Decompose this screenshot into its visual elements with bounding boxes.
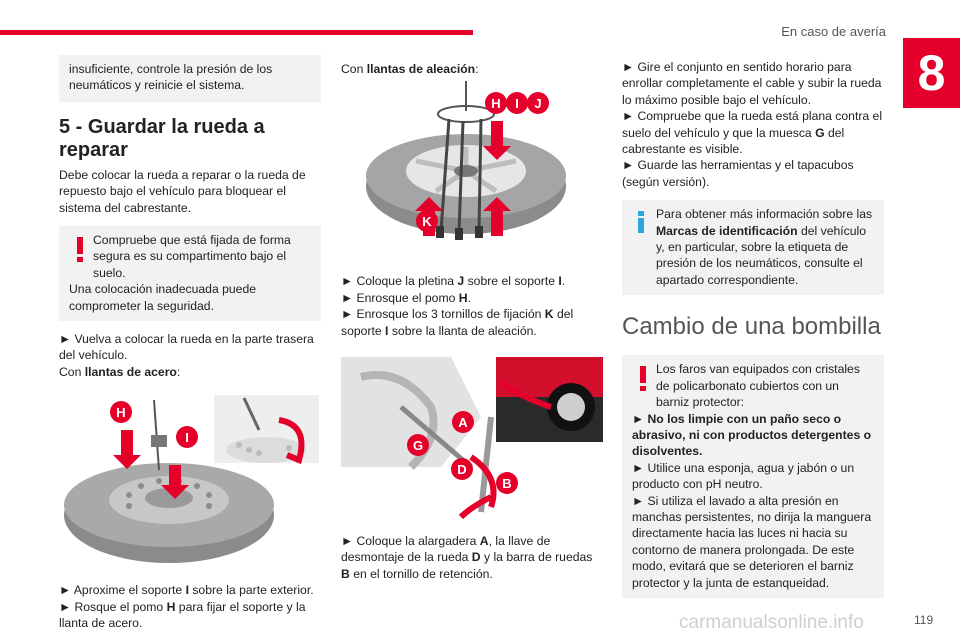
page-number: 119 [914,613,934,627]
step-check [622,108,884,157]
continuation-text: insuficiente, controle la presión de los neumáticos y reinicie el sistema. [69,62,273,93]
step-turn [622,59,884,108]
warning-box-headlights [622,355,884,598]
warning-step-sponge [632,460,874,493]
s1-b2: I [558,274,562,289]
alloy-wheel-illustration [341,81,603,251]
step-plate [341,273,603,289]
s4-b1: A [479,534,489,549]
info-icon [632,210,652,234]
step-screw [59,599,321,632]
step-b-pre: Rosque el pomo [74,599,167,614]
label-J: J [534,96,542,112]
s2-b: G [815,125,825,140]
s1-b1: J [457,274,465,289]
label-I: I [515,96,519,112]
intro-text: Debe colocar la rueda a reparar o la rueda de repuesto bajo el vehículo para bloquear el sistema del cabrestante. [59,167,306,215]
column-3 [622,55,884,598]
info-bold: Marcas de identificación [656,223,798,238]
label-G: G [412,438,424,454]
warning-s3: Si utiliza el lavado a alta presión en manchas persistentes, no dirija la manguera directamente hacia las luces ni hacia su contorno de manera prolongada. De este modo, evitará que se deterioren el barniz protector y la junta de estanqueidad. [632,493,872,590]
warning-step-pressure [632,493,874,591]
triangle-bullet-icon: ► [341,307,357,322]
s4-pre: Coloque la alargadera [356,534,480,549]
warning-box [59,226,321,321]
s2-b: H [458,290,468,305]
triangle-bullet-icon: ► [632,493,648,508]
warning-text-1: Compruebe que está fijada de forma segura es su compartimento bajo el suelo. [93,233,291,280]
steel-bold: llantas de acero [84,364,177,379]
column-1 [59,55,321,632]
triangle-bullet-icon: ► [622,109,638,124]
triangle-bullet-icon: ► [341,274,357,289]
label-B: B [502,476,512,492]
triangle-bullet-icon: ► [59,583,74,598]
s2-pre: Compruebe que la rueda está plana contra el suelo del vehículo y que la muesca [622,109,883,140]
triangle-bullet-icon: ► [341,534,357,549]
s3-b1: K [544,307,554,322]
step-b-bold: H [166,599,176,614]
s4-post: en el tornillo de retención. [349,566,493,581]
triangle-bullet-icon: ► [59,599,75,614]
s2-post: del cabrestante es visible. [622,125,845,157]
step-knob [341,290,603,306]
warning-bold: No los limpie con un paño seco o abrasivo, ni con productos detergentes o disolventes. [632,411,872,459]
info-pre: Para obtener más información sobre las [656,207,873,222]
s2-pre: Enrosque el pomo [356,290,459,305]
label-K: K [422,214,432,230]
s1-post: . [561,274,566,289]
label-A: A [458,415,468,431]
alloy-bold: llantas de aleación [366,62,476,76]
alloy-prefix: Con [341,62,367,76]
s1-text: Gire el conjunto en sentido horario para enrollar completamente el cable y subir la rueda lo máximo posible bajo el vehículo. [622,60,882,107]
steel-prefix: Con [59,364,85,379]
info-text [632,206,874,288]
step-extension [341,533,603,582]
s1-pre: Coloque la pletina [356,274,458,289]
warning-text-2: Una colocación inadecuada puede comprometer la seguridad. [69,282,257,313]
header-accent-bar [0,30,473,35]
label-I: I [185,430,189,446]
steel-suffix: : [176,364,181,379]
step-replace-text: Vuelva a colocar la rueda en la parte trasera del vehículo. [59,332,314,363]
s3-mid: del soporte [341,307,574,338]
triangle-bullet-icon: ► [59,332,75,347]
steel-heading [59,364,321,380]
triangle-bullet-icon: ► [632,460,648,475]
step-approach [59,582,321,598]
exclamation-icon [632,364,654,392]
triangle-bullet-icon: ► [622,158,638,173]
s4-b3: B [341,566,350,581]
chapter-number-tab: 8 [903,38,960,108]
info-box [622,200,884,295]
info-post: del vehículo y, en particular, sobre la etiqueta de presión de los neumáticos, consulte el apartado correspondiente. [656,223,866,287]
alloy-heading [341,61,603,77]
section-title: 5 - Guardar la rueda a reparar [59,115,265,161]
s2-post: . [467,290,471,305]
step-text [59,331,321,364]
step-a-pre: Aproxime el soporte [73,583,186,598]
warning-bold-step [632,411,874,460]
winch-tools-illustration [341,347,603,519]
alloy-suffix: : [475,62,479,76]
triangle-bullet-icon: ► [341,290,357,305]
step-screws [341,306,603,339]
step-a-post: sobre la parte exterior. [188,583,314,598]
label-H: H [491,96,501,112]
warning-s2: Utilice una esponja, agua y jabón o un producto con pH neutro. [632,460,855,492]
warning-intro: Los faros van equipados con cristales de policarbonato cubiertos con un barniz protector: [656,362,860,410]
chapter-title: En caso de avería [781,24,886,39]
triangle-bullet-icon: ► [622,60,638,74]
column-2 [341,55,603,582]
watermark: carmanualsonline.info [679,612,864,633]
s4-mid1: , la llave de desmontaje de la rueda [341,534,551,565]
step-a-bold: I [185,583,189,598]
exclamation-icon [69,235,91,263]
section-title-bulb: Cambio de una bombilla [622,313,881,341]
step-b-post: para fijar el soporte y la llanta de acero. [59,599,306,631]
steel-wheel-illustration [59,390,321,570]
triangle-bullet-icon: ► [632,411,648,426]
s1-mid: sobre el soporte [464,274,559,289]
s4-mid2: y la barra de ruedas [480,550,593,565]
s3-b2: I [385,323,389,338]
s3-pre: Enrosque los 3 tornillos de fijación [356,307,545,322]
continuation-box [59,55,321,102]
label-D: D [457,462,467,478]
s4-b2: D [471,550,481,565]
label-H: H [116,405,126,421]
s3-post: sobre la llanta de aleación. [388,323,537,338]
s3-text: Guarde las herramientas y el tapacubos (según versión). [622,158,854,189]
step-store [622,157,884,190]
